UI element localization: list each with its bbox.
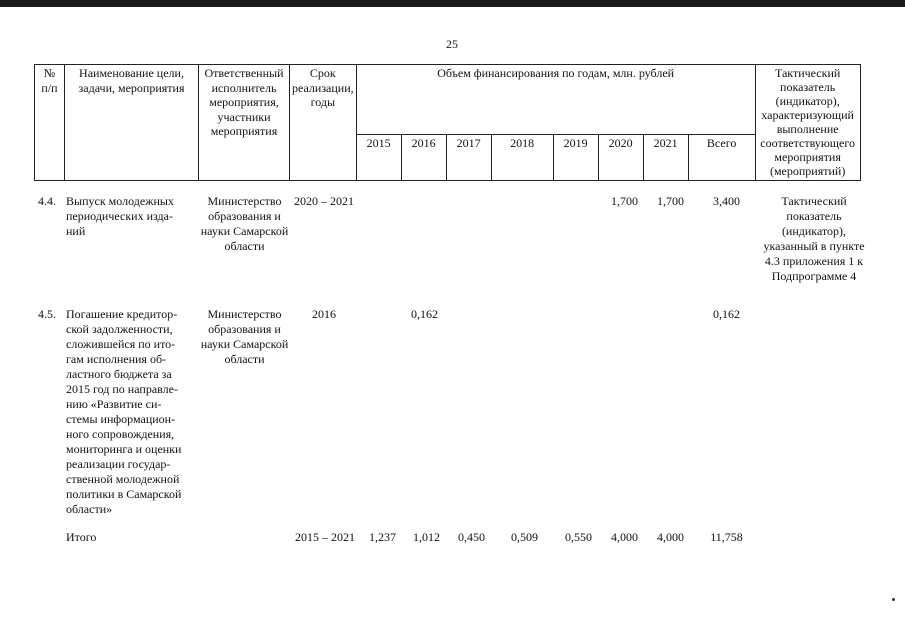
total-value-2020: 4,000 (611, 530, 638, 544)
header-indicator: Тактический показатель (индикатор), характеризующий выполнение соответствующего мероприятия (мероприятий) (755, 65, 860, 181)
total-value-2016: 1,012 (413, 530, 440, 544)
table-header (34, 64, 861, 181)
row-number: 4.5. (38, 307, 56, 321)
header-num: № п/п (35, 65, 65, 181)
header-term: Срок реализации, годы (290, 65, 357, 181)
header-year-2016: 2016 (401, 135, 446, 181)
header-year-2017: 2017 (446, 135, 491, 181)
page-number: 25 (446, 37, 458, 51)
total-label: Итого (66, 530, 97, 544)
row-name: Выпуск молодежных периодических изда- ний (66, 194, 174, 238)
row-term: 2016 (312, 307, 336, 321)
header-year-2021: 2021 (643, 135, 688, 181)
row-value-2016: 0,162 (411, 307, 438, 321)
header-year-2019: 2019 (553, 135, 598, 181)
row-number: 4.4. (38, 194, 56, 208)
header-funding: Объем финансирования по годам, млн. рублей (356, 65, 755, 135)
row-indicator: Тактический показатель (индикатор), указанный в пункте 4.3 приложения 1 к Подпрограмме 4 (763, 194, 865, 283)
scan-speck (892, 598, 895, 601)
total-value-2017: 0,450 (458, 530, 485, 544)
row-value-2020: 1,700 (611, 194, 638, 208)
row-executor: Министерство образования и науки Самарской области (200, 307, 289, 366)
row-term: 2020 – 2021 (294, 194, 354, 208)
header-year-2015: 2015 (356, 135, 401, 181)
row-name: Погашение кредитор- ской задолженности, сложившейся по ито- гам исполнения об- ластного бюджета за 2015 год по направле- нию «Развитие си- стемы информацион- ного сопровождения, мониторинга и оценки реализации государ- ственной молодежной политики в Самарской области» (66, 307, 182, 516)
row-executor: Министерство образования и науки Самарской области (200, 194, 289, 253)
row-value-total: 0,162 (713, 307, 740, 321)
total-value-2021: 4,000 (657, 530, 684, 544)
total-term: 2015 – 2021 (295, 530, 355, 544)
total-value-all: 11,758 (710, 530, 743, 544)
page-top-border (0, 0, 905, 7)
header-year-total: Всего (688, 135, 755, 181)
row-value-2021: 1,700 (657, 194, 684, 208)
header-year-2018: 2018 (491, 135, 553, 181)
header-year-2020: 2020 (598, 135, 643, 181)
total-value-2018: 0,509 (511, 530, 538, 544)
total-value-2019: 0,550 (565, 530, 592, 544)
header-name: Наименование цели, задачи, мероприятия (65, 65, 199, 181)
total-value-2015: 1,237 (369, 530, 396, 544)
row-value-total: 3,400 (713, 194, 740, 208)
header-executor: Ответственный исполнитель мероприятия, участники мероприятия (199, 65, 290, 181)
